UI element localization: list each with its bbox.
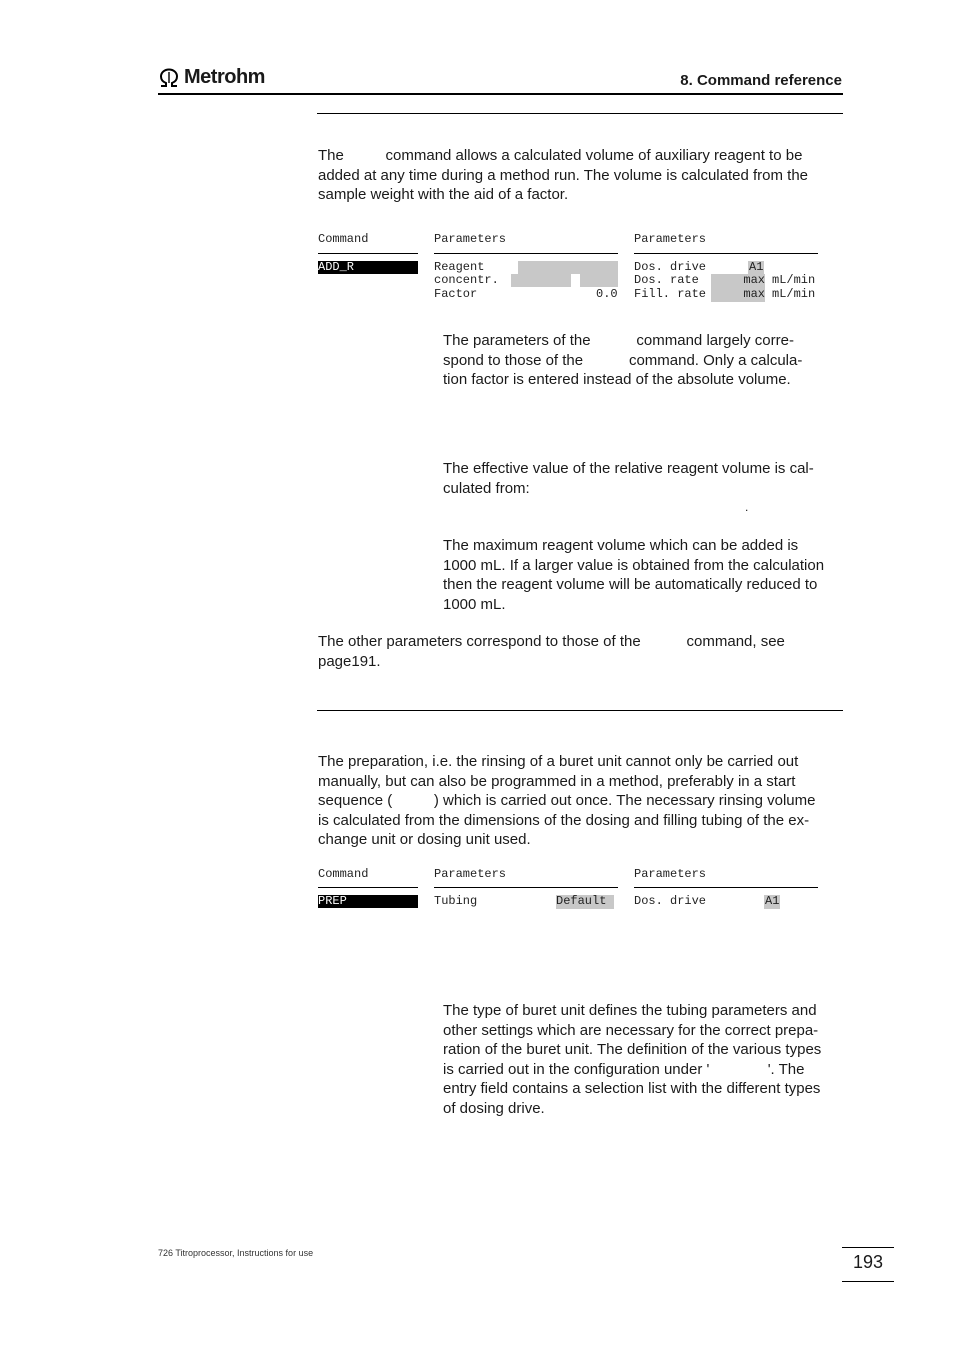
text-line: sequence ( ) which is carried out once. The necessary rinsing volume (318, 792, 816, 810)
col-header-parameters: Parameters (634, 232, 707, 246)
dos-drive-value[interactable]: A1 (765, 894, 780, 908)
concentration-unit-field[interactable] (580, 274, 618, 287)
add-r-intro (318, 146, 848, 205)
factor-value[interactable]: 0.0 (596, 287, 618, 301)
param-label-dos-drive: Dos. drive (634, 260, 707, 274)
param-label-dos-drive: Dos. drive (634, 894, 707, 908)
text-line: change unit or dosing unit used. (318, 831, 531, 849)
omega-logo-icon (158, 68, 180, 88)
command-prep[interactable]: PREP (318, 895, 418, 908)
logo-text: Metrohm (184, 66, 265, 88)
dos-rate-unit: mL/min (772, 273, 816, 287)
fill-rate-value[interactable]: max (711, 288, 765, 302)
command-add-r[interactable]: ADD_R (318, 261, 418, 274)
text-line: The preparation, i.e. the rinsing of a buret unit cannot only be carried out (318, 753, 799, 770)
text-line: tion factor is entered instead of the absolute volume. (443, 371, 791, 389)
header-underline (434, 887, 618, 888)
col-header-command: Command (318, 232, 369, 246)
page-number-top-rule (842, 1247, 894, 1248)
add-r-para-2 (443, 459, 843, 498)
header-underline (634, 253, 818, 254)
text-line: is calculated from the dimensions of the dosing and filling tubing of the ex- (318, 811, 810, 829)
text-line: of dosing drive. (443, 1099, 545, 1117)
fill-rate-unit: mL/min (772, 287, 816, 301)
text-line: 1000 mL. (443, 595, 506, 613)
text-line: is carried out in the configuration under ' '. The (443, 1060, 805, 1078)
text-line: The type of buret unit defines the tubing parameters and (443, 1002, 817, 1019)
add-r-para-3 (443, 536, 843, 614)
tubing-value[interactable]: Default (556, 895, 614, 909)
param-label-fill-rate: Fill. rate (634, 287, 707, 301)
param-label-dos-rate: Dos. rate (634, 273, 699, 287)
page-number: 193 (852, 1252, 884, 1272)
header-underline (634, 887, 818, 888)
param-label-tubing: Tubing (434, 894, 478, 908)
footer-doc-title: 726 Titroprocessor, Instructions for use (158, 1248, 314, 1258)
prep-intro (318, 752, 848, 850)
param-label-concentration: concentr. (434, 273, 499, 287)
dos-rate-value[interactable]: max (711, 274, 765, 288)
text-line: The effective value of the relative reagent volume is cal- (443, 460, 814, 477)
text-line: ration of the buret unit. The definition of the various types (443, 1041, 822, 1059)
text-line: added at any time during a method run. The volume is calculated from the (318, 166, 808, 184)
text-line: The other parameters correspond to those of the command, see (318, 633, 785, 650)
text-line: The command allows a calculated volume of auxiliary reagent to be (318, 147, 803, 164)
text-line: The maximum reagent volume which can be added is (443, 537, 799, 554)
add-r-para-1 (443, 331, 843, 390)
concentration-value-field[interactable] (511, 274, 571, 287)
param-label-reagent: Reagent (434, 260, 485, 274)
formula-dot: . (745, 500, 749, 514)
param-label-factor: Factor (434, 287, 478, 301)
text-line: manually, but can also be programmed in a method, preferably in a start (318, 772, 796, 790)
header-underline (318, 887, 418, 888)
header-underline (434, 253, 618, 254)
text-line: other settings which are necessary for the correct prepa- (443, 1021, 819, 1039)
header-rule (158, 93, 843, 95)
reagent-field[interactable] (518, 261, 618, 274)
prep-para-1 (443, 1001, 843, 1119)
text-line: culated from: (443, 479, 530, 497)
metrohm-logo (158, 66, 265, 89)
col-header-parameters: Parameters (434, 232, 507, 246)
text-line: page191. (318, 652, 381, 670)
add-r-para-4 (318, 632, 848, 671)
header-underline (318, 253, 418, 254)
section-divider (317, 113, 843, 114)
text-line: entry field contains a selection list with the different types (443, 1080, 821, 1098)
col-header-command: Command (318, 867, 369, 881)
col-header-parameters: Parameters (434, 867, 507, 881)
section-divider (317, 710, 843, 711)
dos-drive-value[interactable]: A1 (749, 260, 764, 274)
text-line: 1000 mL. If a larger value is obtained from the calculation (443, 556, 825, 574)
text-line: then the reagent volume will be automatically reduced to (443, 576, 818, 594)
text-line: The parameters of the command largely corre- (443, 332, 794, 349)
section-title: 8. Command reference (680, 72, 842, 89)
text-line: sample weight with the aid of a factor. (318, 186, 569, 204)
col-header-parameters: Parameters (634, 867, 707, 881)
text-line: spond to those of the command. Only a calcula- (443, 351, 803, 369)
page-number-bottom-rule (842, 1281, 894, 1282)
